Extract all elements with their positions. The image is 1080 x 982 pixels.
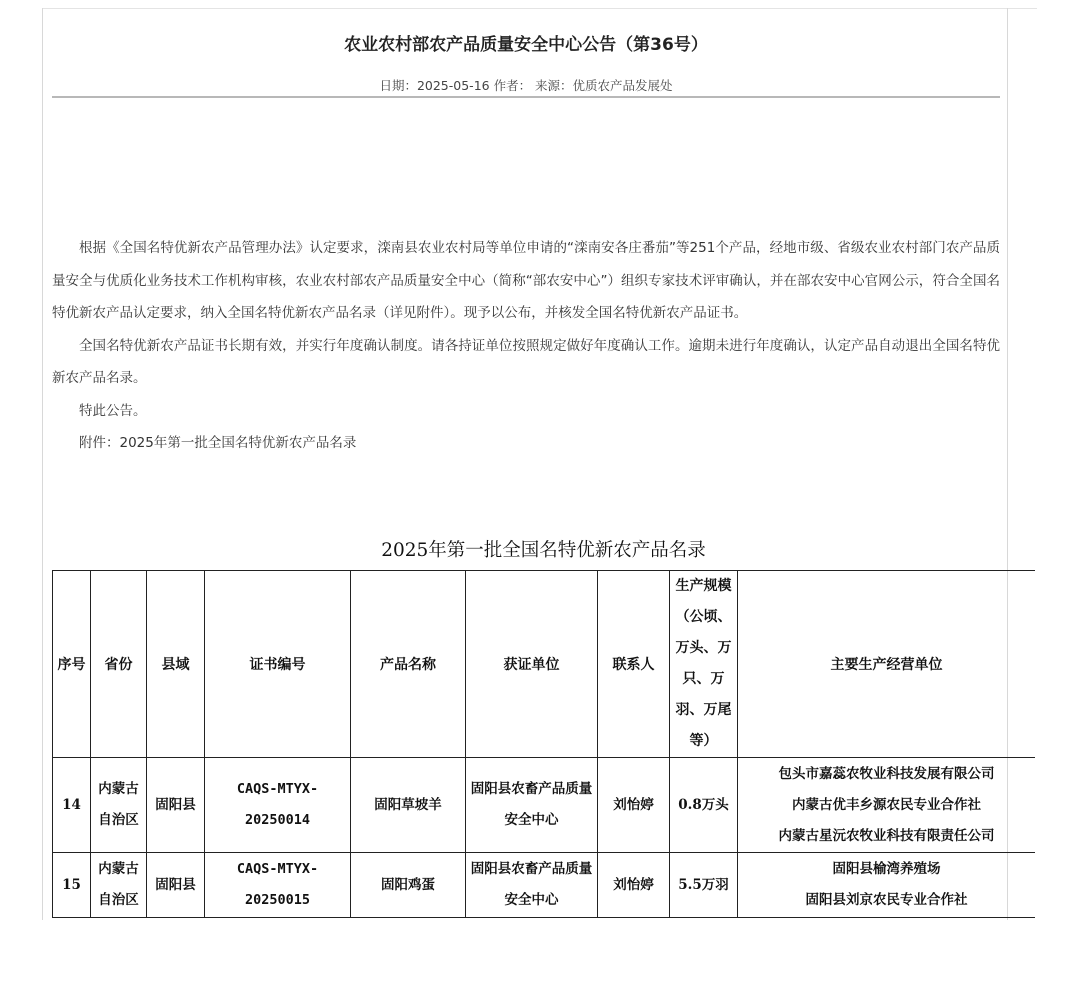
header-contact: 联系人 [598, 571, 670, 758]
paragraph-1: 根据《全国名特优新农产品管理办法》认定要求，滦南县农业农村局等单位申请的“滦南安各庄番茄”等251个产品，经地市级、省级农业农村部门农产品质量安全与优质化业务技术工作机构审核，农业农村部农产品质量安全中心（简称“部农安中心”）组织专家技术评审确认，并在部农安中心官网公示，符合全国名特优新农产品认定要求，纳入全国名特优新农产品名录（详见附件）。现予以公布，并核发全国名特优新农产品证书。 [52, 240, 1000, 321]
page-frame-top [42, 8, 1037, 9]
product-table-container [52, 570, 1035, 918]
article-title: 农业农村部农产品质量安全中心公告（第36号） [344, 35, 708, 55]
cell-contact: 刘怡婷 [598, 853, 670, 918]
header-product: 产品名称 [351, 571, 466, 758]
operator-name: 内蒙古星沅农牧业科技有限责任公司 [778, 827, 995, 844]
table-row [53, 758, 1036, 853]
paragraph-2: 全国名特优新农产品证书长期有效，并实行年度确认制度。请各持证单位按照规定做好年度确认工作。逾期未进行年度确认，认定产品自动退出全国名特优新农产品名录。 [52, 337, 1000, 386]
page-frame-left [42, 8, 43, 920]
operator-name: 包头市嘉蕊农牧业科技发展有限公司 [778, 765, 995, 782]
product-table [52, 570, 1035, 918]
paragraph-3: 特此公告。 [79, 402, 147, 419]
cell-scale: 0.8万头 [670, 758, 738, 853]
table-title: 2025年第一批全国名特优新农产品名录 [381, 540, 706, 561]
cell-holder: 固阳县农畜产品质量安全中心 [466, 853, 598, 918]
table-row-partial [53, 918, 1036, 919]
article-meta: 日期：2025-05-16 作者： 来源：优质农产品发展处 [379, 78, 673, 93]
cell-cert-no: CAQS-MTYX-20250014 [205, 758, 351, 853]
cell-seq: 14 [53, 758, 91, 853]
operator-name: 固阳县榆湾养殖场 [832, 861, 941, 877]
cell-seq: 15 [53, 853, 91, 918]
header-holder: 获证单位 [466, 571, 598, 758]
cell-holder: 固阳县农畜产品质量安全中心 [466, 758, 598, 853]
cell-product: 固阳鸡蛋 [351, 853, 466, 918]
cell-operators [738, 758, 1036, 853]
operator-name: 内蒙古优丰乡源农民专业合作社 [792, 796, 981, 813]
header-cert-no: 证书编号 [205, 571, 351, 758]
article-body [52, 232, 1000, 460]
table-row [53, 853, 1036, 918]
operator-name: 固阳县刘京农民专业合作社 [805, 892, 968, 908]
header-scale: 生产规模（公顷、万头、万只、万羽、万尾等） [670, 571, 738, 758]
cell-scale: 5.5万羽 [670, 853, 738, 918]
header-province: 省份 [91, 571, 147, 758]
header-seq: 序号 [53, 571, 91, 758]
attachment-link[interactable]: 附件：2025年第一批全国名特优新农产品名录 [79, 435, 357, 451]
cell-province: 内蒙古自治区 [91, 758, 147, 853]
cell-product: 固阳草坡羊 [351, 758, 466, 853]
cell-county: 固阳县 [147, 758, 205, 853]
cell-province: 内蒙古自治区 [91, 853, 147, 918]
title-divider [52, 96, 1000, 98]
table-header-row [53, 571, 1036, 758]
cell-contact: 刘怡婷 [598, 758, 670, 853]
cell-cert-no: CAQS-MTYX-20250015 [205, 853, 351, 918]
header-operators: 主要生产经营单位 [738, 571, 1036, 758]
header-county: 县域 [147, 571, 205, 758]
cell-operators [738, 853, 1036, 918]
cell-county: 固阳县 [147, 853, 205, 918]
